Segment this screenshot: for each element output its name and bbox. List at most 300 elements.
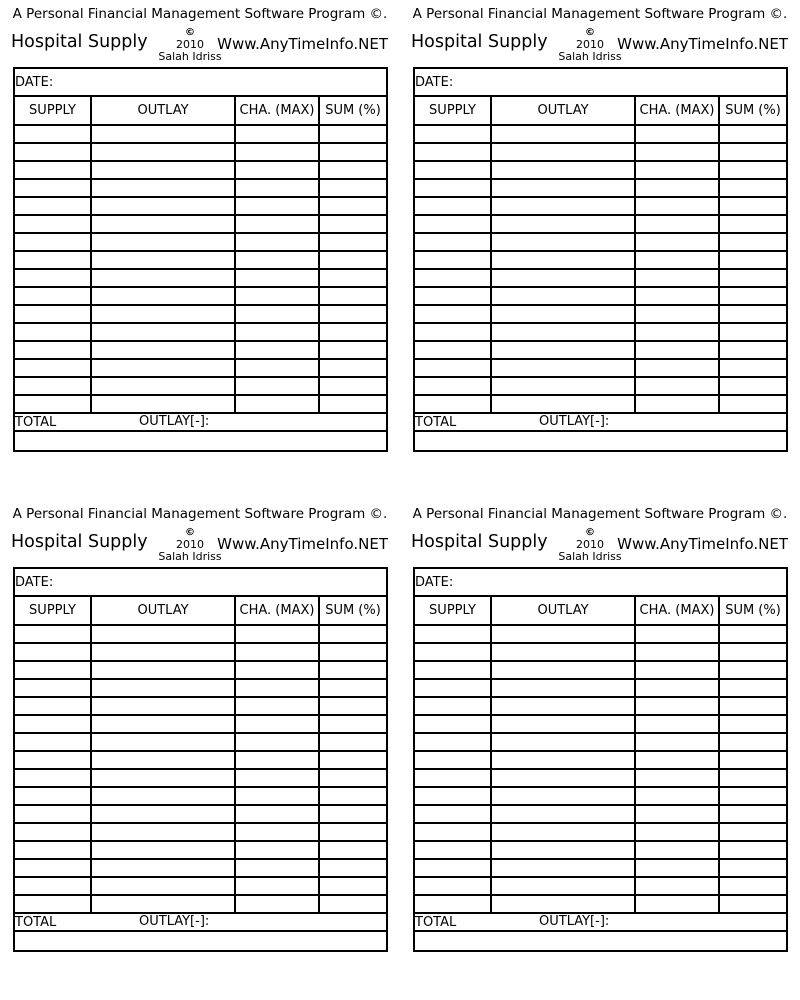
entry-cell[interactable] — [719, 643, 787, 661]
entry-cell[interactable] — [14, 805, 91, 823]
entry-cell[interactable] — [91, 341, 235, 359]
entry-cell[interactable] — [719, 895, 787, 913]
date-field[interactable] — [414, 68, 787, 96]
date-field[interactable] — [14, 568, 387, 596]
entry-cell[interactable] — [319, 859, 387, 877]
entry-cell[interactable] — [235, 679, 319, 697]
entry-cell[interactable] — [719, 823, 787, 841]
entry-cell[interactable] — [235, 697, 319, 715]
entry-cell[interactable] — [319, 179, 387, 197]
entry-cell[interactable] — [414, 179, 491, 197]
entry-cell[interactable] — [14, 395, 91, 413]
total-field[interactable] — [14, 913, 387, 931]
website-label: Www.AnyTimeInfo.NET — [217, 35, 388, 53]
entry-cell[interactable] — [719, 859, 787, 877]
entry-cell[interactable] — [414, 359, 491, 377]
entry-cell[interactable] — [719, 143, 787, 161]
entry-cell[interactable] — [14, 769, 91, 787]
entry-cell[interactable] — [719, 733, 787, 751]
entry-cell[interactable] — [319, 625, 387, 643]
entry-cell[interactable] — [635, 197, 719, 215]
entry-cell[interactable] — [635, 823, 719, 841]
entry-cell[interactable] — [319, 661, 387, 679]
entry-cell[interactable] — [635, 161, 719, 179]
entry-cell[interactable] — [719, 769, 787, 787]
entry-cell[interactable] — [635, 305, 719, 323]
entry-cell[interactable] — [91, 287, 235, 305]
entry-cell[interactable] — [491, 715, 635, 733]
entry-cell[interactable] — [91, 251, 235, 269]
entry-cell[interactable] — [235, 643, 319, 661]
entry-cell[interactable] — [491, 377, 635, 395]
total-value-field[interactable] — [414, 431, 787, 451]
date-row — [414, 68, 787, 96]
table-row — [414, 679, 787, 697]
entry-cell[interactable] — [719, 341, 787, 359]
entry-cell[interactable] — [635, 215, 719, 233]
entry-cell[interactable] — [235, 625, 319, 643]
entry-cell[interactable] — [319, 841, 387, 859]
entry-cell[interactable] — [491, 823, 635, 841]
entry-cell[interactable] — [14, 287, 91, 305]
column-header: SUPPLY — [14, 96, 91, 125]
entry-cell[interactable] — [491, 787, 635, 805]
date-row — [14, 68, 387, 96]
entry-cell[interactable] — [719, 679, 787, 697]
entry-cell[interactable] — [319, 269, 387, 287]
tagline: A Personal Financial Management Software Program ©. — [412, 506, 788, 522]
entry-cell[interactable] — [14, 179, 91, 197]
entry-cell[interactable] — [235, 895, 319, 913]
entry-cell[interactable] — [91, 625, 235, 643]
entry-cell[interactable] — [235, 143, 319, 161]
entry-cell[interactable] — [719, 751, 787, 769]
entry-cell[interactable] — [91, 715, 235, 733]
entry-cell[interactable] — [319, 377, 387, 395]
entry-cell[interactable] — [91, 643, 235, 661]
table-row — [14, 679, 387, 697]
entry-cell[interactable] — [491, 877, 635, 895]
entry-cell[interactable] — [14, 877, 91, 895]
entry-cell[interactable] — [14, 625, 91, 643]
entry-cell[interactable] — [491, 341, 635, 359]
entry-cell[interactable] — [414, 287, 491, 305]
entry-cell[interactable] — [91, 841, 235, 859]
entry-cell[interactable] — [235, 877, 319, 895]
entry-cell[interactable] — [235, 377, 319, 395]
entry-cell[interactable] — [635, 859, 719, 877]
entry-cell[interactable] — [319, 805, 387, 823]
entry-cell[interactable] — [91, 215, 235, 233]
entry-cell[interactable] — [319, 143, 387, 161]
entry-cell[interactable] — [235, 197, 319, 215]
entry-cell[interactable] — [319, 197, 387, 215]
table-row — [14, 805, 387, 823]
entry-cell[interactable] — [719, 269, 787, 287]
entry-cell[interactable] — [319, 895, 387, 913]
entry-cell[interactable] — [414, 269, 491, 287]
entry-cell[interactable] — [491, 359, 635, 377]
table-row — [414, 859, 787, 877]
column-header: CHA. (MAX) — [635, 596, 719, 625]
entry-cell[interactable] — [491, 125, 635, 143]
entry-cell[interactable] — [414, 305, 491, 323]
entry-cell[interactable] — [14, 643, 91, 661]
entry-cell[interactable] — [319, 215, 387, 233]
entry-cell[interactable] — [414, 251, 491, 269]
entry-cell[interactable] — [91, 233, 235, 251]
entry-cell[interactable] — [14, 751, 91, 769]
entry-cell[interactable] — [14, 715, 91, 733]
entry-cell[interactable] — [635, 877, 719, 895]
entry-cell[interactable] — [91, 269, 235, 287]
entry-cell[interactable] — [14, 125, 91, 143]
entry-cell[interactable] — [235, 805, 319, 823]
entry-cell[interactable] — [14, 377, 91, 395]
entry-cell[interactable] — [414, 377, 491, 395]
entry-cell[interactable] — [414, 197, 491, 215]
total-value-field[interactable] — [414, 931, 787, 951]
entry-cell[interactable] — [14, 341, 91, 359]
entry-cell[interactable] — [635, 841, 719, 859]
entry-cell[interactable] — [719, 359, 787, 377]
entry-cell[interactable] — [91, 323, 235, 341]
entry-cell[interactable] — [319, 733, 387, 751]
entry-cell[interactable] — [635, 769, 719, 787]
header-row — [414, 96, 787, 125]
entry-cell[interactable] — [414, 805, 491, 823]
entry-cell[interactable] — [491, 661, 635, 679]
total-value-field[interactable] — [14, 431, 387, 451]
entry-cell[interactable] — [91, 377, 235, 395]
entry-cell[interactable] — [719, 625, 787, 643]
entry-cell[interactable] — [319, 233, 387, 251]
entry-cell[interactable] — [235, 287, 319, 305]
entry-cell[interactable] — [719, 125, 787, 143]
entry-cell[interactable] — [635, 751, 719, 769]
entry-cell[interactable] — [719, 197, 787, 215]
entry-cell[interactable] — [719, 287, 787, 305]
entry-cell[interactable] — [235, 787, 319, 805]
entry-cell[interactable] — [235, 125, 319, 143]
entry-cell[interactable] — [319, 341, 387, 359]
entry-cell[interactable] — [91, 197, 235, 215]
entry-cell[interactable] — [14, 841, 91, 859]
entry-cell[interactable] — [14, 269, 91, 287]
entry-cell[interactable] — [319, 359, 387, 377]
entry-cell[interactable] — [719, 697, 787, 715]
entry-cell[interactable] — [635, 233, 719, 251]
entry-cell[interactable] — [91, 877, 235, 895]
entry-cell[interactable] — [635, 323, 719, 341]
entry-cell[interactable] — [719, 305, 787, 323]
entry-cell[interactable] — [91, 697, 235, 715]
table-row — [14, 359, 387, 377]
table-row — [414, 877, 787, 895]
entry-cell[interactable] — [319, 251, 387, 269]
entry-cell[interactable] — [235, 359, 319, 377]
entry-cell[interactable] — [491, 625, 635, 643]
entry-cell[interactable] — [719, 841, 787, 859]
entry-cell[interactable] — [414, 679, 491, 697]
entry-cell[interactable] — [235, 395, 319, 413]
entry-cell[interactable] — [319, 769, 387, 787]
entry-cell[interactable] — [719, 805, 787, 823]
entry-cell[interactable] — [635, 377, 719, 395]
entry-cell[interactable] — [91, 733, 235, 751]
entry-cell[interactable] — [491, 287, 635, 305]
entry-cell[interactable] — [91, 125, 235, 143]
entry-cell[interactable] — [235, 823, 319, 841]
table-row — [414, 395, 787, 413]
column-header: SUPPLY — [414, 596, 491, 625]
entry-cell[interactable] — [635, 359, 719, 377]
entry-cell[interactable] — [14, 895, 91, 913]
column-header: OUTLAY — [91, 96, 235, 125]
entry-cell[interactable] — [635, 661, 719, 679]
entry-cell[interactable] — [91, 395, 235, 413]
entry-cell[interactable] — [91, 895, 235, 913]
date-field[interactable] — [414, 568, 787, 596]
tagline: A Personal Financial Management Software Program ©. — [12, 506, 388, 522]
entry-cell[interactable] — [414, 233, 491, 251]
entry-cell[interactable] — [14, 359, 91, 377]
entry-cell[interactable] — [414, 715, 491, 733]
form-title: Hospital Supply — [411, 532, 548, 552]
entry-cell[interactable] — [319, 287, 387, 305]
entry-cell[interactable] — [319, 395, 387, 413]
entry-cell[interactable] — [235, 769, 319, 787]
total-label: TOTAL — [15, 914, 57, 930]
entry-cell[interactable] — [319, 679, 387, 697]
entry-cell[interactable] — [319, 877, 387, 895]
entry-cell[interactable] — [14, 787, 91, 805]
entry-cell[interactable] — [14, 197, 91, 215]
entry-cell[interactable] — [14, 823, 91, 841]
entry-cell[interactable] — [91, 805, 235, 823]
entry-cell[interactable] — [91, 769, 235, 787]
entry-cell[interactable] — [719, 233, 787, 251]
table-row — [14, 895, 387, 913]
entry-cell[interactable] — [491, 233, 635, 251]
entry-cell[interactable] — [235, 215, 319, 233]
entry-cell[interactable] — [235, 233, 319, 251]
entry-cell[interactable] — [719, 715, 787, 733]
entry-cell[interactable] — [491, 697, 635, 715]
total-field[interactable] — [414, 913, 787, 931]
entry-cell[interactable] — [491, 733, 635, 751]
entry-cell[interactable] — [14, 859, 91, 877]
entry-cell[interactable] — [414, 323, 491, 341]
entry-cell[interactable] — [235, 179, 319, 197]
entry-cell[interactable] — [319, 697, 387, 715]
entry-cell[interactable] — [414, 787, 491, 805]
entry-cell[interactable] — [235, 661, 319, 679]
table-row — [14, 751, 387, 769]
entry-cell[interactable] — [491, 251, 635, 269]
entry-cell[interactable] — [635, 341, 719, 359]
entry-cell[interactable] — [719, 323, 787, 341]
entry-cell[interactable] — [719, 251, 787, 269]
table-row — [14, 323, 387, 341]
entry-cell[interactable] — [14, 305, 91, 323]
expense-form — [400, 0, 800, 500]
entry-cell[interactable] — [91, 751, 235, 769]
entry-cell[interactable] — [414, 751, 491, 769]
total-value-field[interactable] — [14, 931, 387, 951]
entry-cell[interactable] — [719, 377, 787, 395]
entry-cell[interactable] — [491, 395, 635, 413]
entry-cell[interactable] — [14, 161, 91, 179]
entry-cell[interactable] — [14, 143, 91, 161]
entry-cell[interactable] — [719, 395, 787, 413]
entry-cell[interactable] — [719, 215, 787, 233]
entry-cell[interactable] — [235, 751, 319, 769]
entry-cell[interactable] — [14, 233, 91, 251]
total-field[interactable] — [414, 413, 787, 431]
header-row — [414, 596, 787, 625]
entry-cell[interactable] — [91, 359, 235, 377]
entry-cell[interactable] — [414, 841, 491, 859]
entry-cell[interactable] — [635, 679, 719, 697]
entry-cell[interactable] — [491, 841, 635, 859]
entry-cell[interactable] — [91, 679, 235, 697]
entry-cell[interactable] — [414, 215, 491, 233]
entry-cell[interactable] — [319, 751, 387, 769]
entry-cell[interactable] — [414, 733, 491, 751]
entry-cell[interactable] — [635, 715, 719, 733]
entry-cell[interactable] — [719, 787, 787, 805]
entry-cell[interactable] — [635, 733, 719, 751]
entry-cell[interactable] — [414, 125, 491, 143]
date-label: DATE: — [15, 74, 54, 90]
entry-cell[interactable] — [319, 305, 387, 323]
entry-cell[interactable] — [719, 661, 787, 679]
entry-cell[interactable] — [14, 697, 91, 715]
entry-cell[interactable] — [719, 161, 787, 179]
entry-cell[interactable] — [719, 179, 787, 197]
entry-cell[interactable] — [319, 715, 387, 733]
entry-cell[interactable] — [235, 341, 319, 359]
column-header: CHA. (MAX) — [235, 96, 319, 125]
entry-cell[interactable] — [235, 859, 319, 877]
entry-cell[interactable] — [719, 877, 787, 895]
entry-cell[interactable] — [491, 643, 635, 661]
total-value-row — [414, 431, 787, 451]
entry-cell[interactable] — [319, 823, 387, 841]
entry-cell[interactable] — [414, 341, 491, 359]
entry-cell[interactable] — [235, 715, 319, 733]
entry-cell[interactable] — [635, 143, 719, 161]
entry-cell[interactable] — [91, 661, 235, 679]
entry-cell[interactable] — [635, 287, 719, 305]
entry-cell[interactable] — [635, 251, 719, 269]
entry-cell[interactable] — [414, 697, 491, 715]
entry-cell[interactable] — [319, 787, 387, 805]
entry-cell[interactable] — [91, 823, 235, 841]
entry-cell[interactable] — [235, 323, 319, 341]
entry-cell[interactable] — [414, 895, 491, 913]
entry-cell[interactable] — [635, 179, 719, 197]
entry-cell[interactable] — [319, 323, 387, 341]
entry-cell[interactable] — [414, 143, 491, 161]
entry-cell[interactable] — [491, 215, 635, 233]
entry-cell[interactable] — [14, 661, 91, 679]
table-row — [14, 715, 387, 733]
entry-cell[interactable] — [414, 625, 491, 643]
entry-cell[interactable] — [91, 179, 235, 197]
entry-cell[interactable] — [414, 661, 491, 679]
entry-cell[interactable] — [491, 143, 635, 161]
entry-cell[interactable] — [491, 769, 635, 787]
entry-cell[interactable] — [91, 161, 235, 179]
entry-cell[interactable] — [91, 305, 235, 323]
entry-cell[interactable] — [414, 643, 491, 661]
entry-cell[interactable] — [235, 733, 319, 751]
entry-cell[interactable] — [635, 269, 719, 287]
entry-cell[interactable] — [491, 197, 635, 215]
entry-cell[interactable] — [14, 323, 91, 341]
entry-cell[interactable] — [635, 895, 719, 913]
entry-cell[interactable] — [414, 161, 491, 179]
table-row — [414, 215, 787, 233]
total-field[interactable] — [14, 413, 387, 431]
entry-cell[interactable] — [491, 179, 635, 197]
entry-cell[interactable] — [491, 161, 635, 179]
entry-cell[interactable] — [235, 269, 319, 287]
entry-cell[interactable] — [14, 251, 91, 269]
entry-cell[interactable] — [319, 161, 387, 179]
entry-cell[interactable] — [414, 859, 491, 877]
entry-cell[interactable] — [635, 395, 719, 413]
entry-cell[interactable] — [319, 643, 387, 661]
entry-cell[interactable] — [319, 125, 387, 143]
entry-cell[interactable] — [491, 679, 635, 697]
entry-cell[interactable] — [91, 859, 235, 877]
entry-cell[interactable] — [414, 395, 491, 413]
entry-cell[interactable] — [235, 841, 319, 859]
entry-cell[interactable] — [635, 125, 719, 143]
entry-cell[interactable] — [491, 859, 635, 877]
date-field[interactable] — [14, 68, 387, 96]
entry-cell[interactable] — [235, 305, 319, 323]
entry-cell[interactable] — [91, 143, 235, 161]
entry-cell[interactable] — [491, 751, 635, 769]
entry-cell[interactable] — [235, 251, 319, 269]
entry-cell[interactable] — [14, 733, 91, 751]
table-row — [414, 143, 787, 161]
entry-cell[interactable] — [491, 305, 635, 323]
total-row — [414, 913, 787, 931]
entry-cell[interactable] — [491, 805, 635, 823]
entry-cell[interactable] — [635, 643, 719, 661]
entry-cell[interactable] — [14, 215, 91, 233]
entry-cell[interactable] — [414, 823, 491, 841]
entry-cell[interactable] — [414, 877, 491, 895]
entry-cell[interactable] — [14, 679, 91, 697]
entry-cell[interactable] — [414, 769, 491, 787]
entry-cell[interactable] — [635, 805, 719, 823]
entry-cell[interactable] — [235, 161, 319, 179]
entry-cell[interactable] — [491, 323, 635, 341]
entry-cell[interactable] — [491, 895, 635, 913]
entry-cell[interactable] — [491, 269, 635, 287]
table-row — [414, 179, 787, 197]
entry-cell[interactable] — [91, 787, 235, 805]
entry-cell[interactable] — [635, 787, 719, 805]
entry-cell[interactable] — [635, 625, 719, 643]
entry-cell[interactable] — [635, 697, 719, 715]
